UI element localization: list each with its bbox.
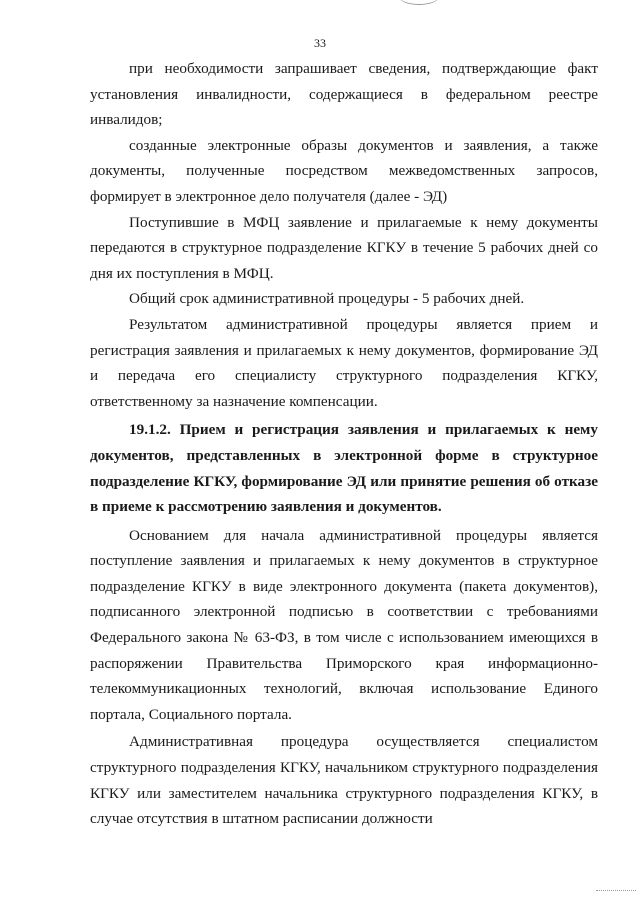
paragraph-electronic-images: созданные электронные образы документов и заявления, а также документы, полученные посредством межведомственных запросов, формирует в электронное дело получателя (далее - ЭД) <box>90 136 598 205</box>
document-body <box>90 56 598 832</box>
scan-artifact-arc <box>398 0 440 5</box>
section-heading-19-1-2: 19.1.2. Прием и регистрация заявления и прилагаемых к нему документов, представленных в электронной форме в структурное подразделение КГКУ, формирование ЭД или принятие решения об отказе в приеме к рассмотрению заявления и документов. <box>90 421 598 516</box>
paragraph-basis: Основанием для начала административной процедуры является поступление заявления и прилагаемых к нему документов в структурное подразделение КГКУ в виде электронного документа (пакета документов), подписанного электронной подписью в соответствии с требованиями Федерального закона № 63-ФЗ, в том числе с использованием имеющихся в распоряжении Правительства Приморского края информационно-телекоммуникационных технологий, включая использование Единого портала, Социального портала. <box>90 526 598 723</box>
page-number: 33 <box>314 36 326 50</box>
paragraph-result: Результатом административной процедуры является прием и регистрация заявления и прилагаемых к нему документов, формирование ЭД и передача его специалисту структурного подразделения КГКУ, ответственному за назначение компенсации. <box>90 315 598 410</box>
paragraph-procedure-performer: Административная процедура осуществляется специалистом структурного подразделения КГКУ, начальником структурного подразделения КГКУ или заместителем начальника структурного подразделения КГКУ, в случае отсутствия в штатном расписании должности <box>90 733 598 828</box>
scan-artifact-dots <box>596 890 636 891</box>
paragraph-total-term: Общий срок административной процедуры - 5 рабочих дней. <box>129 290 525 308</box>
paragraph-disability-check: при необходимости запрашивает сведения, подтверждающие факт установления инвалидности, содержащиеся в федеральном реестре инвалидов; <box>90 60 598 129</box>
paragraph-mfc-transfer: Поступившие в МФЦ заявление и прилагаемые к нему документы передаются в структурное подразделение КГКУ в течение 5 рабочих дней со дня их поступления в МФЦ. <box>90 213 598 282</box>
